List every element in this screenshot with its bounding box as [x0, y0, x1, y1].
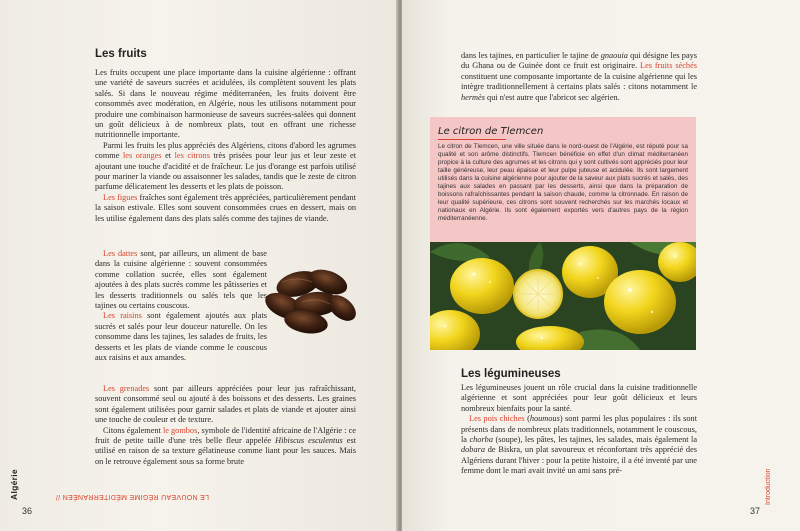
paragraph-grenades: Les grenades sont par ailleurs appréciées pour leur jus rafraîchissant, souvent consommé seul ou ajouté à des boissons et des desserts. Les graines sont également utilisées pour garnir salades et plats de viande et ajouter ainsi une touche de couleur et de texture. — [95, 384, 357, 425]
box-title: Le citron de Tlemcen — [438, 126, 544, 137]
paragraph-gombos: Citons également le gombos, symbole de l'identité africaine de l'Algérie : ce fruit de petite taille d'une très belle fleur appelée Hibiscus esculentus est utilisé en raison de sa texture gélatineuse comme liant pour les sauces. Mais on le retrouve également sous sa forme brute — [95, 425, 356, 466]
paragraph-agrumes: Parmi les fruits les plus appréciés des Algériens, citons d'abord les agrumes comme les oranges et les citrons très prisées pour leur jus et leur zeste et ajoutant une touche d'acidité et de fraîcheur. Le jus d'orange est parfois utilisé pour mariner la viande ou assaisonner les salades, tandis que le zeste de citron parfume délicatement les desserts et les plats de poisson. — [95, 140, 357, 192]
page-number-right: 37 — [750, 506, 761, 516]
paragraph-dattes: Les dattes sont, par ailleurs, un aliment de base dans la cuisine algérienne : souvent consommées comme collation sucrée, elles sont également ajoutées à des plats sucrés comme les pâtisseries et les desserts traditionnels ou salés tels que les tajines ou certains couscous. — [95, 249, 267, 311]
heading-legumineuses: Les légumineuses — [461, 368, 561, 380]
highlight-raisins: Les raisins — [103, 311, 142, 321]
fruits-text-bottom — [95, 384, 356, 467]
paragraph-figues: Les figues fraîches sont également très appréciées, particulièrement pendant la saison estivale. Elles sont souvent consommées crues en dessert, mais on les utilise également dans des plats salés comme des tajines de viande. — [95, 192, 356, 223]
paragraph-pois-chiches: Les pois chiches (houmous) sont parmi les plus populaires : ils sont présents dans de nombreux plats traditionnels, notamment le couscous, la chorba (soupe), les pâtes, les tajines, les salades, mais également la dobara de Biskra, un plat savoureux et réconfortant très apprécié des Algériens durant l'hiver : pour la petite histoire, il a été inventé par une femme dont le mari avait invité un ami sans pré- — [461, 414, 698, 476]
legumineuses-text — [461, 383, 697, 477]
highlight-fruits-seches: Les fruits séchés — [640, 61, 697, 71]
paragraph-raisins: Les raisins sont également ajoutés aux plats sucrés et salés pour leur douceur naturelle. On les consomme dans les tajines, les salades de fruits, les desserts et les plats de viande comme le couscous aux raisins et aux amandes. — [95, 311, 267, 363]
running-header-prefix: LE NOUVEAU RÉGIME MÉDITERRANÉEN // — [55, 493, 209, 500]
highlight-grenades: Les grenades — [103, 384, 150, 393]
highlight-pois-chiches: Les pois chiches — [469, 414, 525, 424]
page-number-left: 36 — [22, 506, 33, 516]
paragraph-fruits-seches: dans les tajines, en particulier le tajine de gnaouia qui désigne les pays du Ghana ou de Guinée dont ce fruit est originaire. Les fruits séchés constituent une composante importante de la cuisine algérienne qui les intègre traditionnellement à certains plats salés : citons notamment le hermès qui n'est autre que l'abricot sec algérien. — [461, 51, 698, 102]
fruits-text-top — [95, 68, 356, 224]
dates-image — [262, 262, 360, 337]
box-text: Le citron de Tlemcen, une ville située dans le nord-ouest de l'Algérie, est réputé pour sa qualité et son arôme distinctifs. Tlemcen bénéficie en effet d'un climat méditerranéen propice à la culture des agrumes et les citrons qui y sont cultivés sont appréciés pour leur taille généreuse, leur peau épaisse et leur pulpe juteuse et acidulée. Ils sont largement utilisés dans la cuisine algérienne pour ajouter de la saveur aux plats sucrés et salés, des tajines aux salades en passant par les desserts, ainsi que dans la préparation de boissons rafraîchissantes pendant la saison chaude, comme la citronnade. En raison de leur qualité supérieure, ces citrons sont souvent recherchés sur les marchés locaux et nationaux en Algérie. Ils sont également exportés vers d'autres pays de la région méditerranéenne. — [438, 143, 688, 222]
sidebar-box-citron — [430, 117, 696, 242]
highlight-oranges: les oranges — [122, 151, 162, 161]
highlight-figues: Les figues — [103, 192, 138, 202]
paragraph-intro: Les fruits occupent une place importante dans la cuisine algérienne : offrant une variété de saveurs sucrées et acidulées, ils complètent souvent les plats salés. Si dans le nouveau régime méditerranéen, les fruits doivent être consommés avec modération, en Algérie, nous les utilisons notamment pour produire une combinaison harmonieuse de saveurs sucrées-salées qui donnent un goût délicieux à de nombreux plats, tout en offrant une richesse nutritionnelle importante. — [95, 68, 356, 140]
lemons-photo — [430, 242, 696, 350]
left-page — [0, 0, 398, 531]
right-running-header — [765, 445, 777, 525]
highlight-citrons: les citrons — [174, 151, 210, 161]
paragraph-legumineuses-intro: Les légumineuses jouent un rôle crucial dans la cuisine traditionnelle algérienne et sont appréciées pour leur goût délicieux et leurs nombreux bienfaits pour la santé. — [461, 383, 697, 413]
fruits-text-continued — [461, 51, 697, 103]
running-header-country: Algérie — [9, 469, 19, 500]
highlight-gombos: le gombos — [162, 425, 198, 435]
fruits-text-middle — [95, 249, 267, 363]
heading-fruits: Les fruits — [95, 48, 147, 60]
highlight-dattes: Les dattes — [103, 249, 138, 258]
running-header-section: Introduction — [765, 468, 772, 505]
